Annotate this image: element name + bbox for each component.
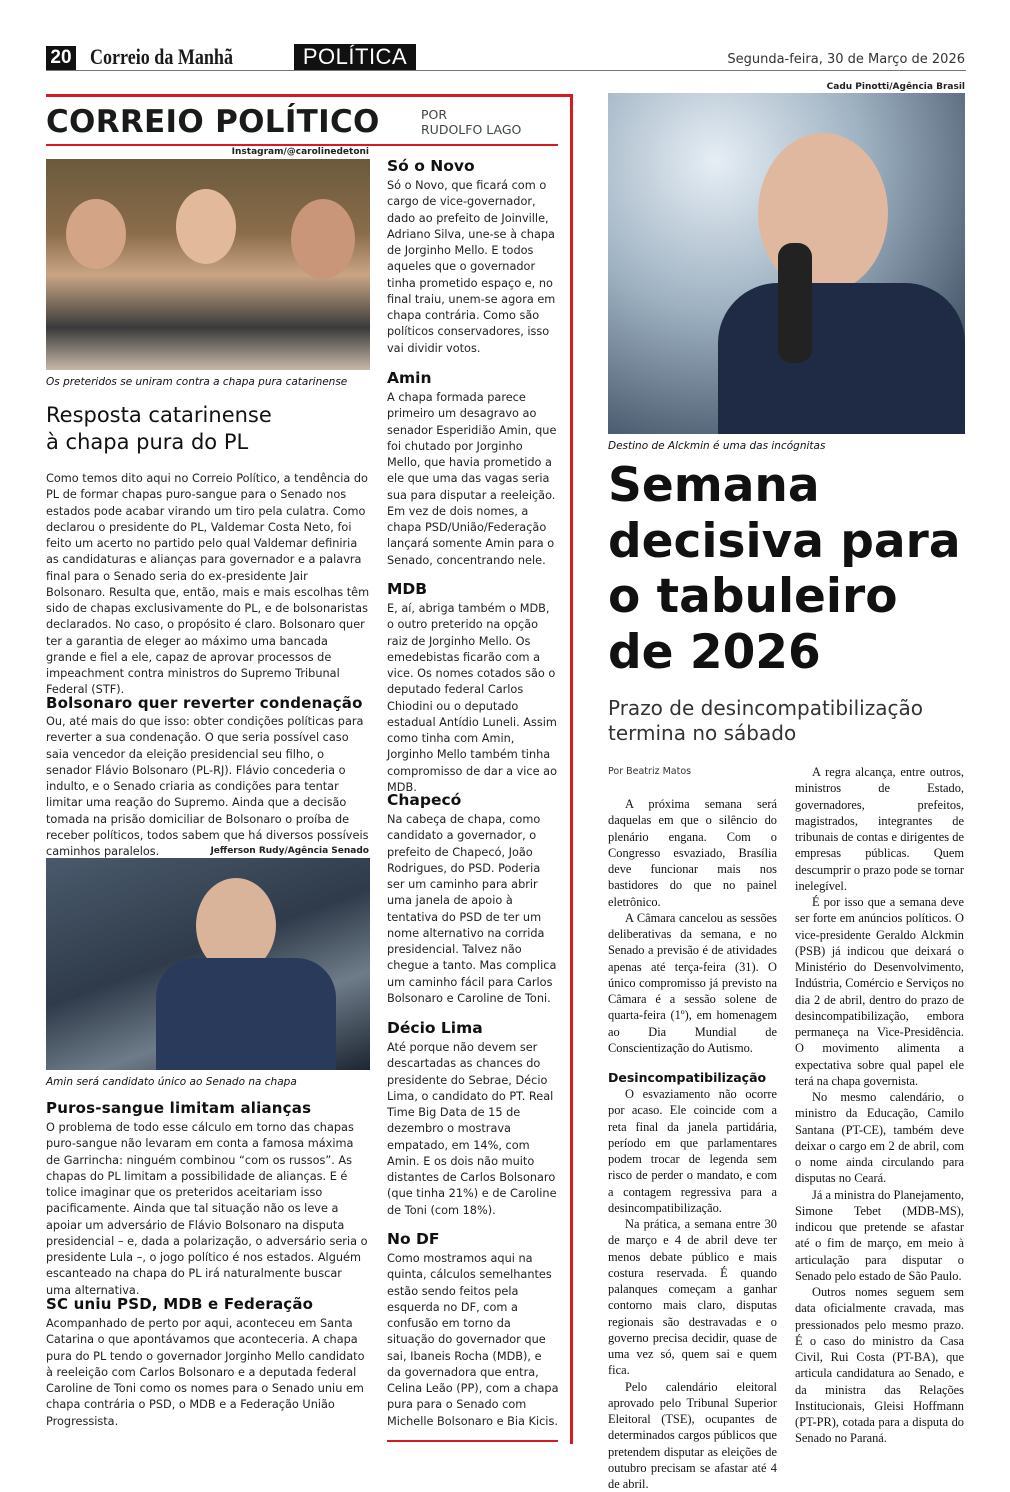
- note-text: Só o Novo, que ficará com o cargo de vice-governador, dado ao prefeito de Joinville, Adriano Silva, une-se à chapa de Jorginho Mello. E todos aqueles que o governador tinha prometido espaço e, no final traiu, unem-se agora em chapa contrária. Como são políticos conservadores, isso vai dividir votos.: [387, 178, 559, 357]
- photo-credit: Cadu Pinotti/Agência Brasil: [827, 82, 965, 92]
- headline-line-2: à chapa pura do PL: [46, 429, 370, 456]
- story-subhead: Desincompatibilização: [608, 1070, 777, 1086]
- note-text: A chapa formada parece primeiro um desagravo ao senador Esperidião Amin, que foi chutado por Jorginho Mello, que havia prometido a ele que uma das vagas seria sua para disputar a reeleição. Em vez de dois nomes, a chapa PSD/União/Federação lançará somente Amin para o Senado, concentrando nele.: [387, 390, 559, 569]
- subhead-text: O problema de todo esse cálculo em torno das chapas puro-sangue não levaram em conta a famosa máxima de Garrincha: ninguém combinou “com os russos”. As chapas do PL limitam a possibilidade de alianças. E é tolice imaginar que os preteridos aceitariam isso pacificamente. Ainda que tal situação não os leve a apoiar um adversário de Flávio Bolsonaro na disputa presidencial – e, dada a polarização, o adversário seria o presidente Lula –, o jogo político é nos estados. Alguém escanteado na chapa do PL irá naturalmente buscar uma alternativa.: [46, 1120, 370, 1299]
- note-block: [387, 157, 559, 357]
- photo-credit: Instagram/@carolinedetoni: [232, 147, 369, 157]
- photo-caption: Amin será candidato único ao Senado na chapa: [46, 1076, 370, 1088]
- column-byline: [421, 107, 521, 137]
- paragraph: Pelo calendário eleitoral aprovado pelo Tribunal Superior Eleitoral (TSE), ocupantes de determinados cargos públicos que pretendem disputar as eleições de outubro precisam se afastar até 4 de abril.: [608, 1379, 777, 1492]
- face-2: [176, 189, 236, 264]
- photo-politicians: [46, 159, 370, 370]
- photo-senator: [46, 858, 370, 1070]
- note-block: [387, 369, 559, 569]
- byline-por: POR: [421, 107, 521, 122]
- paragraph: O esvaziamento não ocorre por acaso. Ele coincide com a reta final da janela partidária, período em que parlamentares podem trocar de legenda sem risco de perder o mandato, e com a contagem regressiva para a desincompatibilização.: [608, 1086, 777, 1216]
- note-title: No DF: [387, 1230, 559, 1248]
- byline-author: RUDOLFO LAGO: [421, 122, 521, 137]
- column-top-rule: [46, 94, 573, 97]
- subhead-text: Acompanhado de perto por aqui, aconteceu em Santa Catarina o que apontávamos que aconteceria. A chapa pura do PL tendo o governador Jorginho Mello candidato à reeleição com Carlos Bolsonaro e a deputada federal Caroline de Toni como os nomes para o Senado uniu em chapa contrária o PSD, o MDB e a Federação União Progressista.: [46, 1316, 370, 1430]
- note-block: [387, 1230, 559, 1430]
- suit: [156, 958, 336, 1070]
- photo-caption: Destino de Alckmin é uma das incógnitas: [608, 440, 825, 452]
- face-3: [291, 199, 355, 279]
- header-rule: [46, 70, 966, 71]
- note-block: [387, 580, 559, 796]
- note-title: Amin: [387, 369, 559, 387]
- column-title: CORREIO POLÍTICO: [46, 104, 380, 140]
- note-text: Como mostramos aqui na quinta, cálculos semelhantes estão sendo feitos pela esquerda no DF, com a confusão em torno da situação do governador que sai, Ibaneis Rocha (MDB), e da governadora que entra, Celina Leão (PP), com a chapa pura para o Senado com Michelle Bolsonaro e Bia Kicis.: [387, 1251, 559, 1430]
- photo-credit: Jefferson Rudy/Agência Senado: [210, 846, 369, 856]
- paragraph: Outros nomes seguem sem data oficialmente cravada, mas pressionados pelo mesmo prazo. É o caso do ministro da Casa Civil, Rui Costa (PT-BA), que articula candidatura ao Senado, e da ministra das Relações Institucionais, Gleisi Hoffmann (PT-PR), cotada para a disputa do Senado no Paraná.: [795, 1284, 964, 1447]
- headline-line-1: Resposta catarinense: [46, 402, 370, 429]
- note-text: Na cabeça de chapa, como candidato a governador, o prefeito de Chapecó, João Rodrigues, do PSD. Poderia ser um caminho para abrir uma janela de apoio à tentativa do PSD de ter um nome alternativo na corrida presidencial. Talvez não chegue a tanto. Mas complica um caminho fácil para Carlos Bolsonaro e Caroline de Toni.: [387, 812, 559, 1007]
- subhead: Puros-sangue limitam alianças: [46, 1099, 370, 1117]
- photo-caption: Os preteridos se uniram contra a chapa pura catarinense: [46, 376, 370, 388]
- story-byline: Por Beatriz Matos: [608, 766, 691, 777]
- intro-text: Como temos dito aqui no Correio Político, a tendência do PL de formar chapas puro-sangue para o Senado nos estados pode acabar virando um tiro pela culatra. Como declarou o presidente do PL, Valdemar Costa Neto, foi feito um acerto no partido pelo qual Valdemar definiria as candidaturas e alianças para governador e a palavra final para o Senado seria do ex-presidente Jair Bolsonaro. Resulta que, então, mais e mais escolhas têm sido de chapas exclusivamente do PL, e de bolsonaristas declarados. No caso, o propósito é claro. Bolsonaro quer ter a garantia de eleger ao máximo uma bancada grande e fiel a ele, capaz de aprovar processos de impeachment contra ministros do Supremo Tribunal Federal (STF).: [46, 471, 370, 699]
- photo-alckmin: [608, 93, 965, 434]
- face-1: [66, 199, 126, 269]
- paragraph: A regra alcança, entre outros, ministros de Estado, governadores, prefeitos, magistrados, integrantes de tribunais de contas e dirigentes de empresas públicas. Quem descumprir o prazo pode se tornar inelegível.: [795, 764, 964, 894]
- note-title: MDB: [387, 580, 559, 598]
- paragraph: A próxima semana será daquelas em que o silêncio do plenário engana. Com o Congresso esvaziado, Brasília deve funcionar mais nos bastidores do que no painel eletrônico.: [608, 796, 777, 910]
- issue-date: Segunda-feira, 30 de Março de 2026: [727, 52, 965, 67]
- story-column-1: [608, 796, 777, 1492]
- note-title: Décio Lima: [387, 1019, 559, 1037]
- column-bottom-rule: [387, 1440, 558, 1442]
- note-title: Chapecó: [387, 791, 559, 809]
- paragraph: No mesmo calendário, o ministro da Educação, Camilo Santana (PT-CE), também deve deixar o cargo em 2 de abril, com o nome ainda circulando para disputas no Ceará.: [795, 1089, 964, 1187]
- column-right-rule: [570, 94, 573, 1444]
- subhead: Bolsonaro quer reverter condenação: [46, 694, 370, 712]
- story-dek: Prazo de desincompatibilização termina no sábado: [608, 696, 968, 746]
- paragraph: Na prática, a semana entre 30 de março e 4 de abril deve ter menos debate público e mais costura reservada. É quando palanques começam a ganhar contorno mais claro, disputas regionais são destravadas e o governo precisa decidir, quase de uma vez só, quem sai e quem fica.: [608, 1216, 777, 1379]
- note-text: Até porque não devem ser descartadas as chances do presidente do Sebrae, Décio Lima, o candidato do PT. Real Time Big Data de 15 de dezembro o mostrava empatado, em 14%, com Amin. E os dois não muito distantes de Carlos Bolsonaro (que tinha 21%) e de Caroline de Toni (com 18%).: [387, 1040, 559, 1219]
- note-block: [387, 1019, 559, 1219]
- note-title: Só o Novo: [387, 157, 559, 175]
- suit: [718, 283, 965, 434]
- title-rule: [46, 144, 558, 146]
- subhead-text: Ou, até mais do que isso: obter condições políticas para reverter a sua condenação. O que seria possível caso saia vencedor da eleição presidencial seu filho, o senador Flávio Bolsonaro (PL-RJ). Flávio concederia o indulto, e o Senado criaria as condições para tentar limitar uma reação do Supremo. Ainda que a decisão tomada na prisão domiciliar de Bolsonaro o proíba de receber políticos, todos sabem que há diversos possíveis caminhos paralelos.: [46, 714, 370, 860]
- column-headline: [46, 402, 370, 456]
- subhead: SC uniu PSD, MDB e Federação: [46, 1295, 370, 1313]
- paragraph: É por isso que a semana deve ser forte em anúncios políticos. O vice-presidente Geraldo Alckmin (PSB) já indicou que deixará o Ministério do Desenvolvimento, Indústria, Comércio e Serviços no dia 2 de abril, dentro do prazo de desincompatibilização, embora permaneça na Vice-Presidência. O movimento alimenta a expectativa sobre qual papel ele terá na chapa governista.: [795, 894, 964, 1089]
- story-column-2: [795, 764, 964, 1447]
- note-block: [387, 791, 559, 1007]
- note-text: E, aí, abriga também o MDB, o outro preterido na opção raiz de Jorginho Mello. Os emedebistas ficarão com a vice. Os nomes cotados são o deputado federal Carlos Chiodini ou o deputado estadual Antídio Luneli. Assim como tinha com Amin, Jorginho Mello também tinha compromisso de dar a vice ao MDB.: [387, 601, 559, 796]
- paragraph: A Câmara cancelou as sessões deliberativas da semana, e no Senado a previsão é de atividades apenas até terça-feira (31). O único compromisso já previsto na Câmara é a sessão solene de quarta-feira (1º), em homenagem ao Dia Mundial de Conscientização do Autismo.: [608, 910, 777, 1056]
- page-number: 20: [46, 46, 76, 70]
- section-label: POLÍTICA: [294, 44, 416, 70]
- microphone-icon: [778, 243, 812, 363]
- masthead-logo: Correio da Manhã: [90, 44, 233, 70]
- paragraph: Já a ministra do Planejamento, Simone Tebet (MDB-MS), indicou que pretende se afastar até o fim de março, em meio à articulação para disputar o Senado pelo estado de São Paulo.: [795, 1187, 964, 1285]
- story-headline: Semana decisiva para o tabuleiro de 2026: [608, 458, 968, 680]
